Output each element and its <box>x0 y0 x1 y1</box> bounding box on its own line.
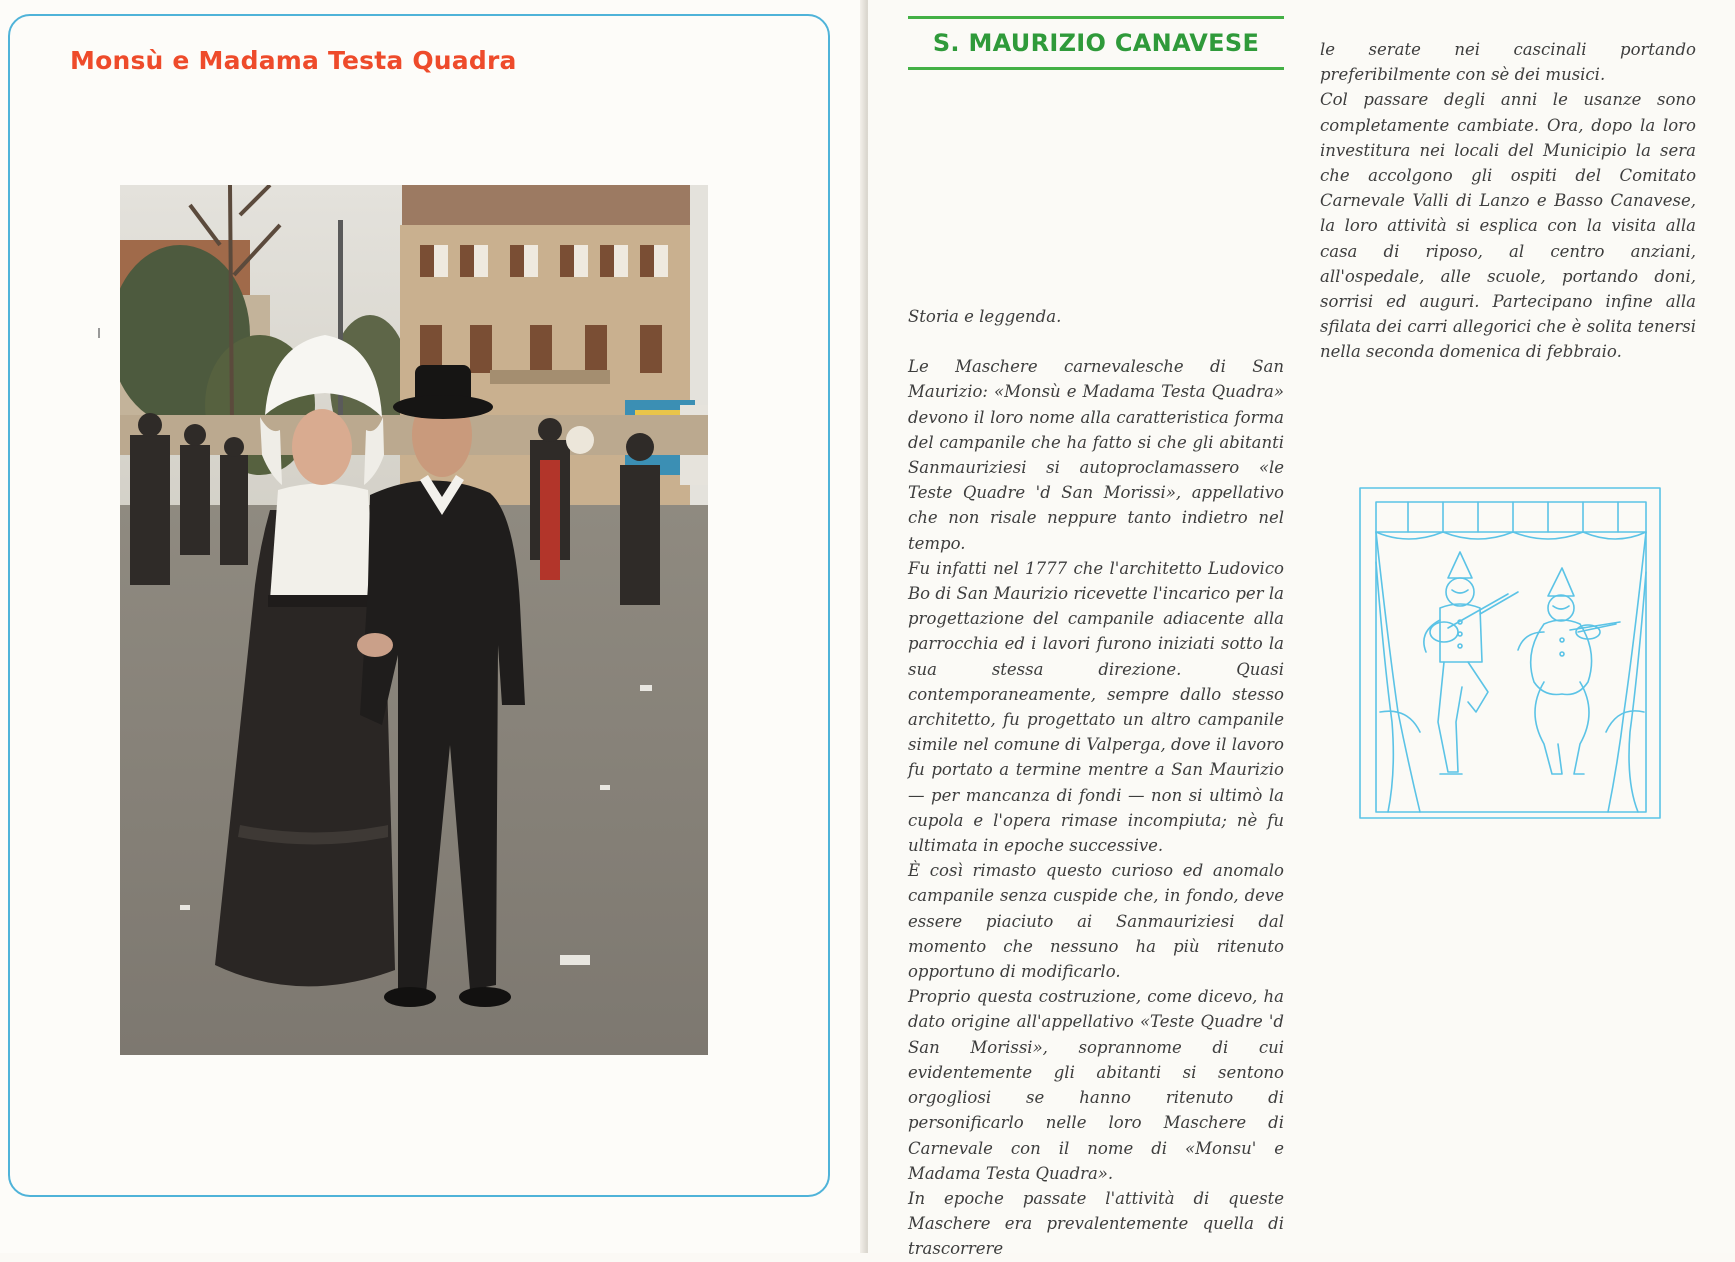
paragraph: Proprio questa costruzione, come dicevo, ha dato origine all'appellativo «Teste Quadre 'd San Morissi», soprannome di cui evidentemente gli abitanti si sentono orgogliosi se hanno ritenuto di personificarlo nelle loro Maschere di Carnevale con il nome di «Monsu' e Madama Testa Quadra». <box>908 987 1284 1183</box>
section-heading: Storia e leggenda. <box>908 307 1062 326</box>
text-column-left <box>908 304 1284 1262</box>
left-page-title: Monsù e Madama Testa Quadra <box>70 46 517 75</box>
pierrot-musicians-drawing <box>1348 482 1670 827</box>
paragraph: le serate nei cascinali portando preferibilmente con sè dei musici. <box>1320 40 1696 85</box>
text-column-right <box>1320 37 1696 365</box>
paragraph: È così rimasto questo curioso ed anomalo campanile senza cuspide che, in fondo, deve essere piaciuto ai Sanmauriziesi dal momento che nessuno ha più ritenuto opportuno di modificarlo. <box>908 861 1284 982</box>
section-header-title: S. MAURIZIO CANAVESE <box>932 29 1260 57</box>
paragraph: In epoche passate l'attività di queste Maschere era prevalentemente quella di trascorrere <box>908 1188 1284 1259</box>
section-header <box>908 16 1284 70</box>
paragraph: Fu infatti nel 1777 che l'architetto Ludovico Bo di San Maurizio ricevette l'incarico per la progettazione del campanile adiacente alla parrocchia ed i lavori furono iniziati sotto la sua stessa direzione. Quasi contemporaneamente, sempre dallo stesso architetto, fu progettato un altro campanile simile nel comune di Valperga, dove il lavoro fu portato a termine mentre a San Maurizio — per mancanza di fondi — non si ultimò la cupola e l'opera rimase incompiuta; nè fu ultimata in epoche successive. <box>908 558 1284 856</box>
page-mark <box>98 328 100 338</box>
left-page <box>0 0 868 1253</box>
paragraph: Col passare degli anni le usanze sono completamente cambiate. Ora, dopo la loro investitura nei locali del Municipio la sera che accolgono gli ospiti del Comitato Carnevale Valli di Lanzo e Basso Canavese, la loro attività si esplica con la visita alla casa di riposo, al centro anziani, all'ospedale, alle scuole, portando doni, sorrisi ed auguri. Partecipano infine alla sfilata dei carri allegorici che è solita tenersi nella seconda domenica di febbraio. <box>1320 90 1696 362</box>
costumed-couple-photo <box>120 185 708 1055</box>
paragraph: Le Maschere carnevalesche di San Maurizio: «Monsù e Madama Testa Quadra» devono il loro nome alla caratteristica forma del campanile che ha fatto si che gli abitanti Sanmauriziesi si autoproclamassero «le Teste Quadre 'd San Morissi», appellativo che non risale neppure tanto indietro nel tempo. <box>908 357 1284 553</box>
